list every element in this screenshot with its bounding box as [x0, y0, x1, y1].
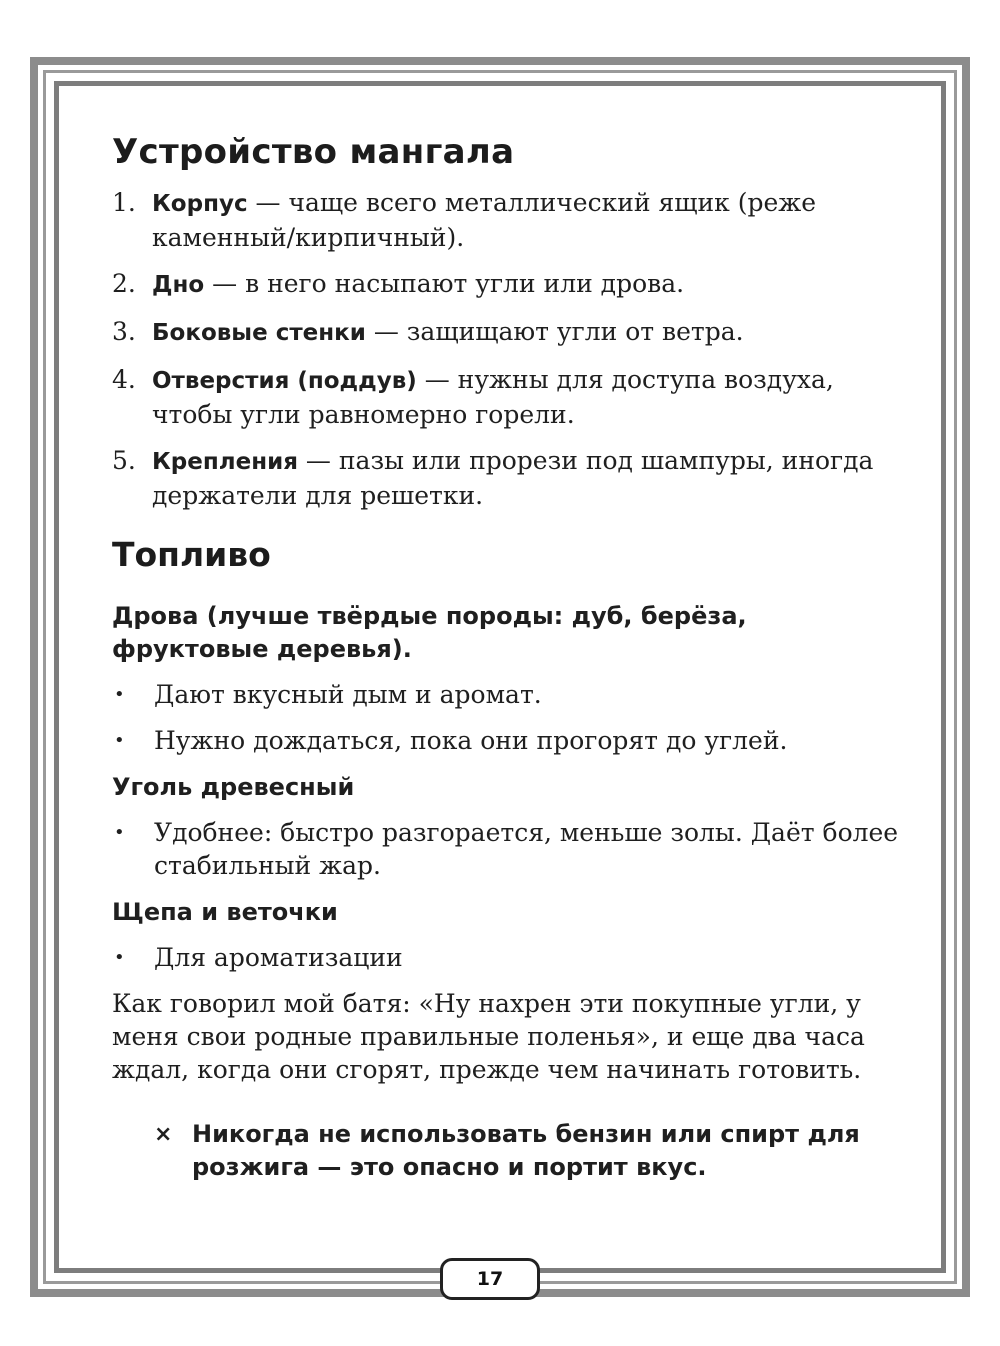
page-content — [112, 126, 902, 1184]
list-text: — защищают угли от ветра. — [365, 317, 744, 346]
subheading-wood-chips: Щепа и веточки — [112, 898, 338, 926]
section-title-fuel: Топливо — [112, 535, 271, 574]
list-term: Боковые стенки — [152, 320, 366, 346]
list-item — [112, 678, 902, 711]
warning-text: Никогда не использовать бензин или спирт для розжига — это опасно и портит вкус. — [192, 1120, 860, 1181]
cross-icon: × — [154, 1122, 173, 1147]
list-item — [112, 315, 902, 350]
list-item — [112, 816, 902, 882]
list-term: Крепления — [152, 449, 298, 475]
firewood-bullets — [112, 678, 902, 757]
list-number: 1. — [112, 188, 136, 217]
bullet-text: Нужно дождаться, пока они прогорят до углей. — [154, 726, 788, 755]
list-number: 4. — [112, 365, 136, 394]
subheading-charcoal: Уголь древесный — [112, 773, 355, 801]
list-number: 2. — [112, 269, 136, 298]
bullet-icon: • — [114, 684, 125, 705]
list-term: Отверстия (поддув) — [152, 368, 417, 394]
charcoal-bullets — [112, 816, 902, 882]
bullet-text: Удобнее: быстро разгорается, меньше золы. Даёт более стабильный жар. — [154, 818, 899, 880]
list-item — [112, 724, 902, 757]
list-item — [112, 363, 902, 431]
list-text: — чаще всего металлический ящик (реже каменный/кирпичный). — [152, 188, 817, 252]
grill-parts-list — [112, 186, 902, 512]
list-term: Корпус — [152, 191, 248, 217]
bullet-text: Для ароматизации — [154, 943, 403, 972]
list-item — [112, 186, 902, 254]
section-title-grill-structure: Устройство мангала — [112, 132, 515, 172]
anecdote-paragraph: Как говорил мой батя: «Ну нахрен эти покупные угли, у меня свои родные правильные поленья», и еще два часа ждал, когда они сгорят, прежде чем начинать готовить. — [112, 989, 865, 1084]
page-number: 17 — [440, 1258, 540, 1300]
warning-note — [154, 1118, 902, 1184]
list-item — [112, 941, 902, 974]
list-term: Дно — [152, 272, 205, 298]
bullet-icon: • — [114, 822, 125, 843]
bullet-text: Дают вкусный дым и аромат. — [154, 680, 542, 709]
chips-bullets — [112, 941, 902, 974]
subheading-firewood: Дрова (лучше твёрдые породы: дуб, берёза, фруктовые деревья). — [112, 602, 747, 663]
list-number: 5. — [112, 446, 136, 475]
list-text: — нужны для доступа воздуха, чтобы угли равномерно горели. — [152, 365, 834, 429]
list-number: 3. — [112, 317, 136, 346]
list-text: — в него насыпают угли или дрова. — [204, 269, 685, 298]
list-item — [112, 267, 902, 302]
bullet-icon: • — [114, 730, 125, 751]
list-text: — пазы или прорези под шампуры, иногда держатели для решетки. — [152, 446, 874, 510]
list-item — [112, 444, 902, 512]
bullet-icon: • — [114, 947, 125, 968]
